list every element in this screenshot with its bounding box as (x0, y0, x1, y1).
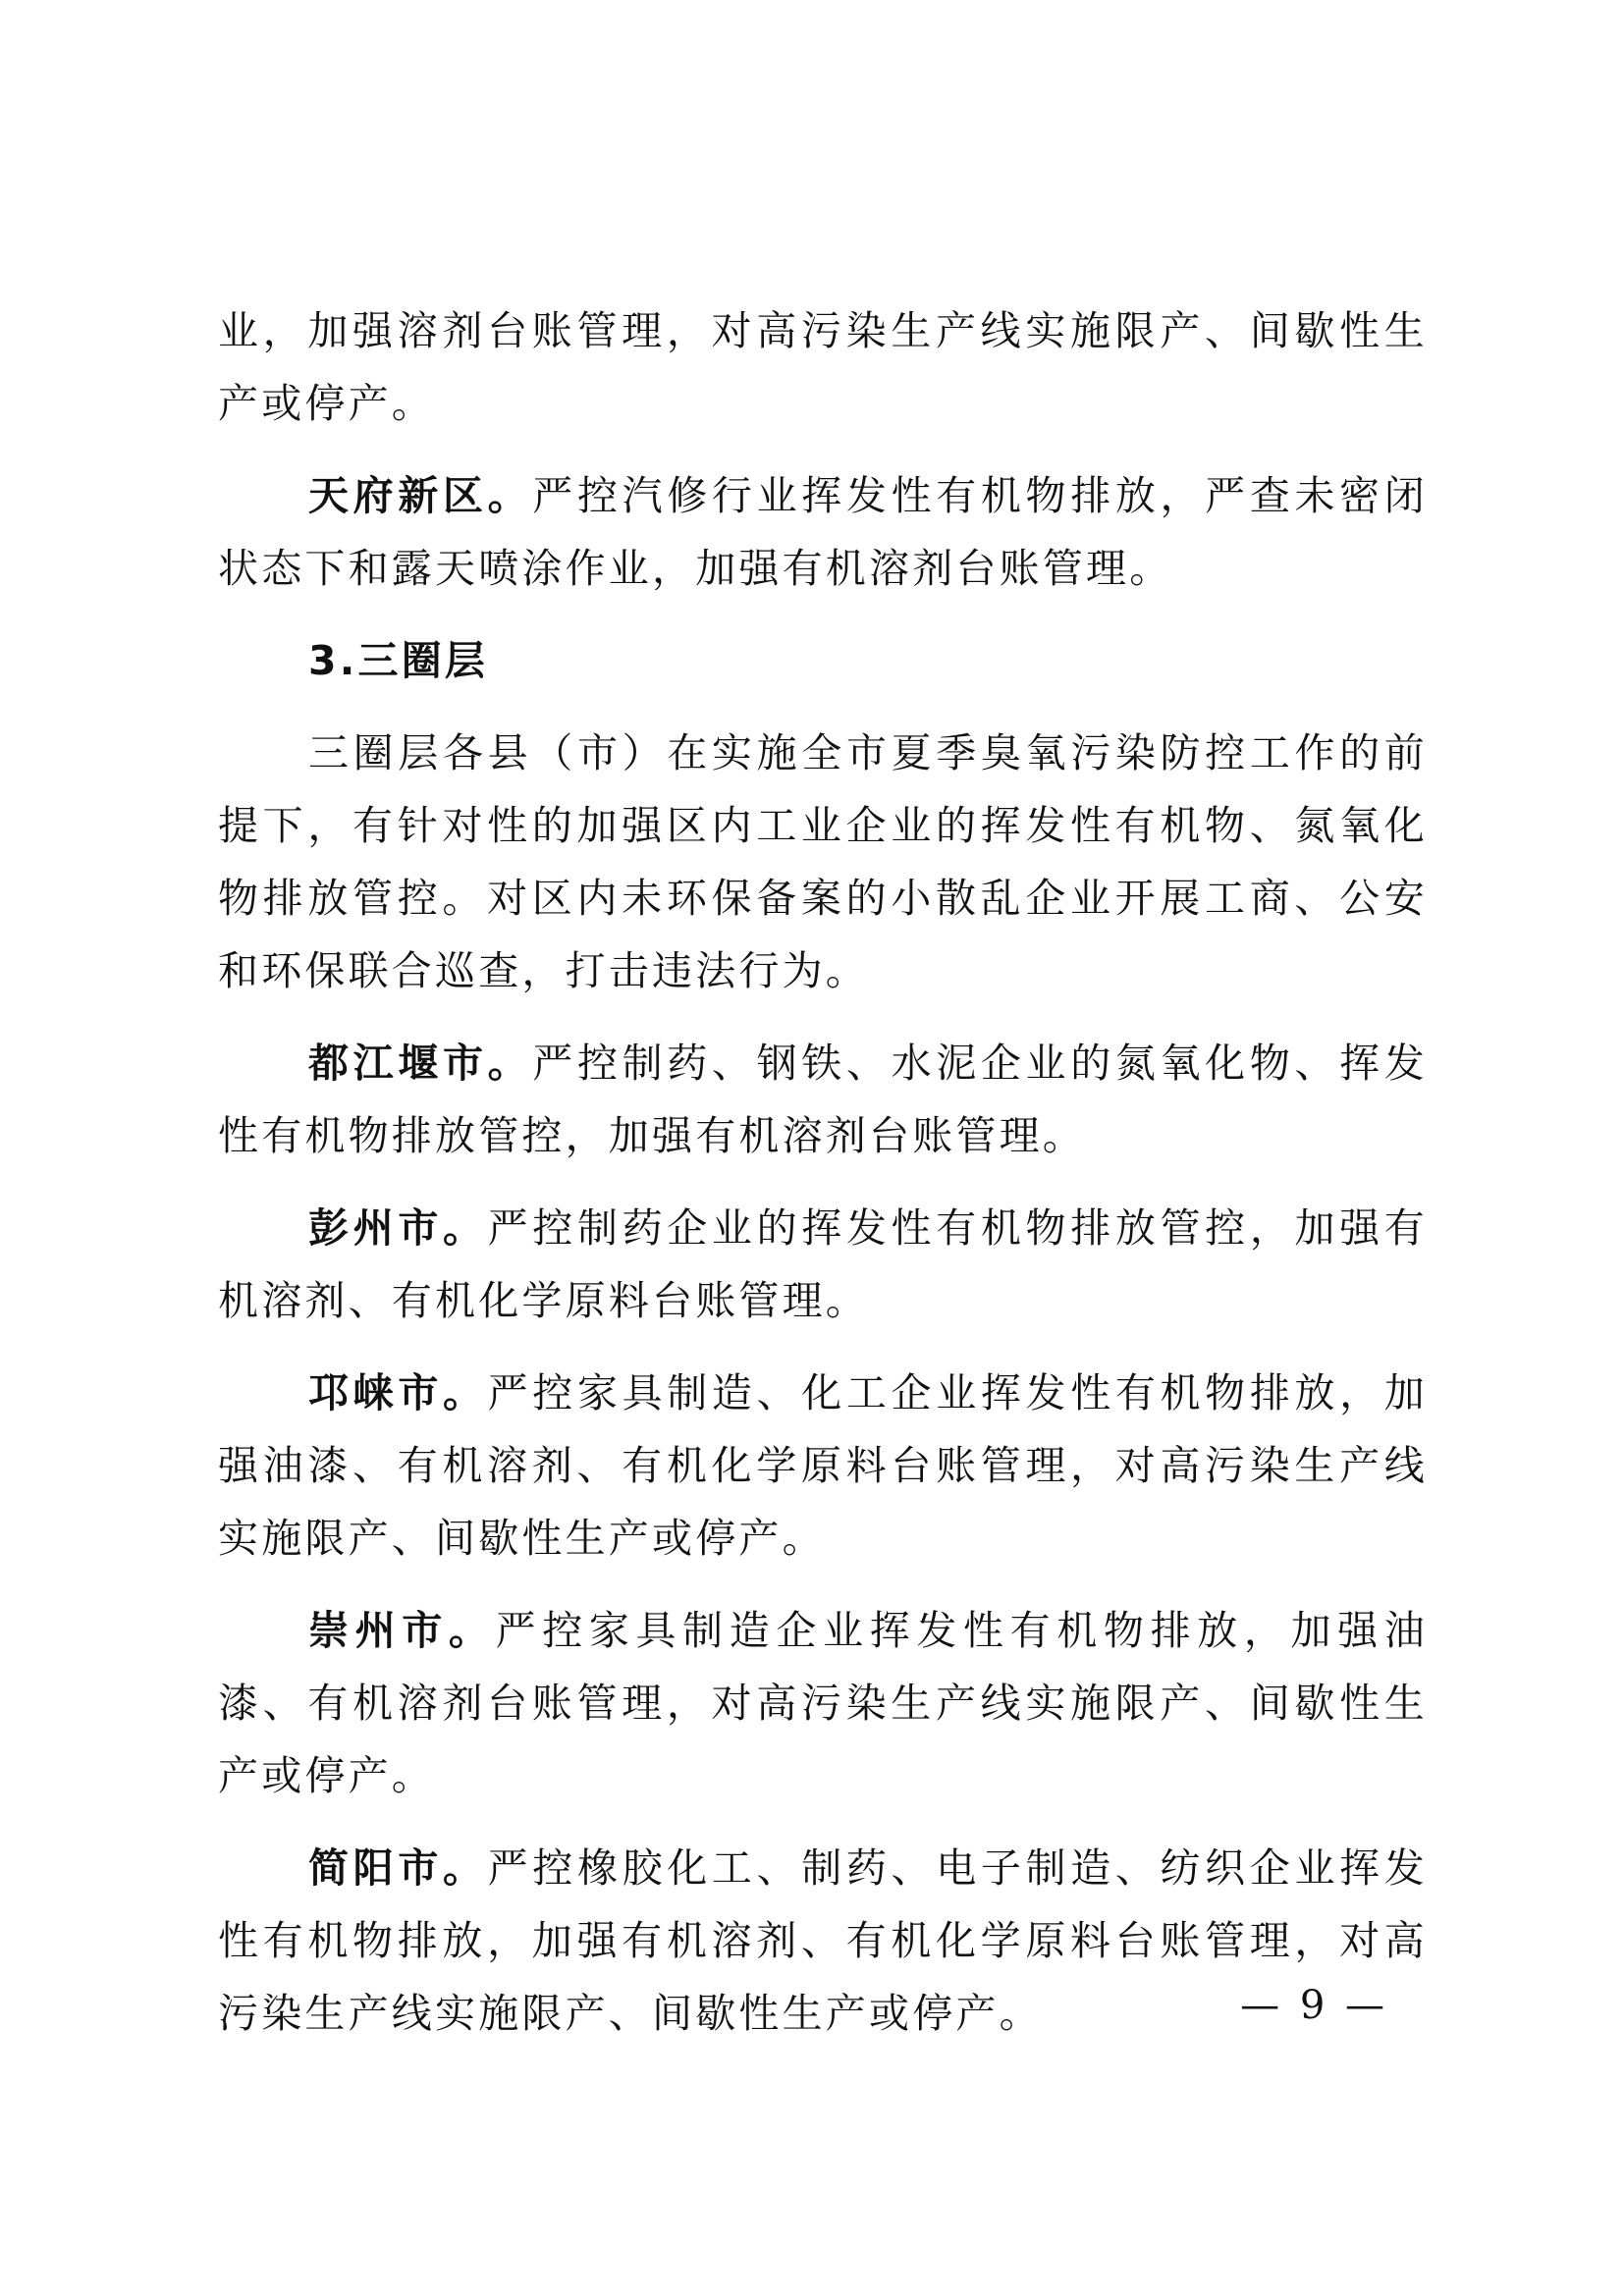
paragraph-text: 严控汽修行业挥发性有机物排放，严查未密闭状态下和露天喷涂作业，加强有机溶剂台账管理。 (218, 472, 1429, 592)
paragraph-text: 三圈层各县（市）在实施全市夏季臭氧污染防控工作的前提下，有针对性的加强区内工业企业的挥发性有机物、氮氧化物排放管控。对区内未环保备案的小散乱企业开展工商、公安和环保联合巡查，打击违法行为。 (218, 729, 1428, 994)
region-lead: 崇州市。 (308, 1607, 496, 1654)
paragraph-text: 业，加强溶剂台账管理，对高污染生产线实施限产、间歇性生产或停产。 (218, 307, 1428, 427)
paragraph-qionglai (218, 1357, 1428, 1575)
section-heading: 3.三圈层 (308, 637, 489, 684)
paragraph-third-ring (218, 717, 1428, 1007)
body-text (218, 294, 1428, 2050)
paragraph-chongzhou (218, 1594, 1428, 1812)
paragraph-text: 严控制药企业的挥发性有机物排放管控，加强有机溶剂、有机化学原料台账管理。 (218, 1204, 1428, 1324)
region-lead: 都江堰市。 (308, 1040, 533, 1087)
paragraph-continuation (218, 294, 1428, 440)
paragraph-text: 严控制药、钢铁、水泥企业的氮氧化物、挥发性有机物排放管控，加强有机溶剂台账管理。 (218, 1040, 1429, 1159)
region-lead: 简阳市。 (308, 1844, 488, 1892)
paragraph-pengzhou (218, 1192, 1428, 1337)
paragraph-text: 严控橡胶化工、制药、电子制造、纺织企业挥发性有机物排放，加强有机溶剂、有机化学原料台账管理，对高污染生产线实施限产、间歇性生产或停产。 (218, 1844, 1428, 2037)
paragraph-dujiangyan (218, 1027, 1428, 1172)
region-lead: 彭州市。 (308, 1204, 488, 1252)
region-lead: 天府新区。 (308, 472, 533, 519)
region-lead: 邛崃市。 (308, 1369, 488, 1416)
paragraph-tianfu-new-area (218, 459, 1428, 605)
paragraph-text: 严控家具制造企业挥发性有机物排放，加强油漆、有机溶剂台账管理，对高污染生产线实施限产、间歇性生产或停产。 (218, 1607, 1428, 1799)
paragraph-text: 严控家具制造、化工企业挥发性有机物排放，加强油漆、有机溶剂、有机化学原料台账管理，对高污染生产线实施限产、间歇性生产或停产。 (218, 1369, 1428, 1562)
page-number: — 9 — (1240, 1983, 1388, 2028)
